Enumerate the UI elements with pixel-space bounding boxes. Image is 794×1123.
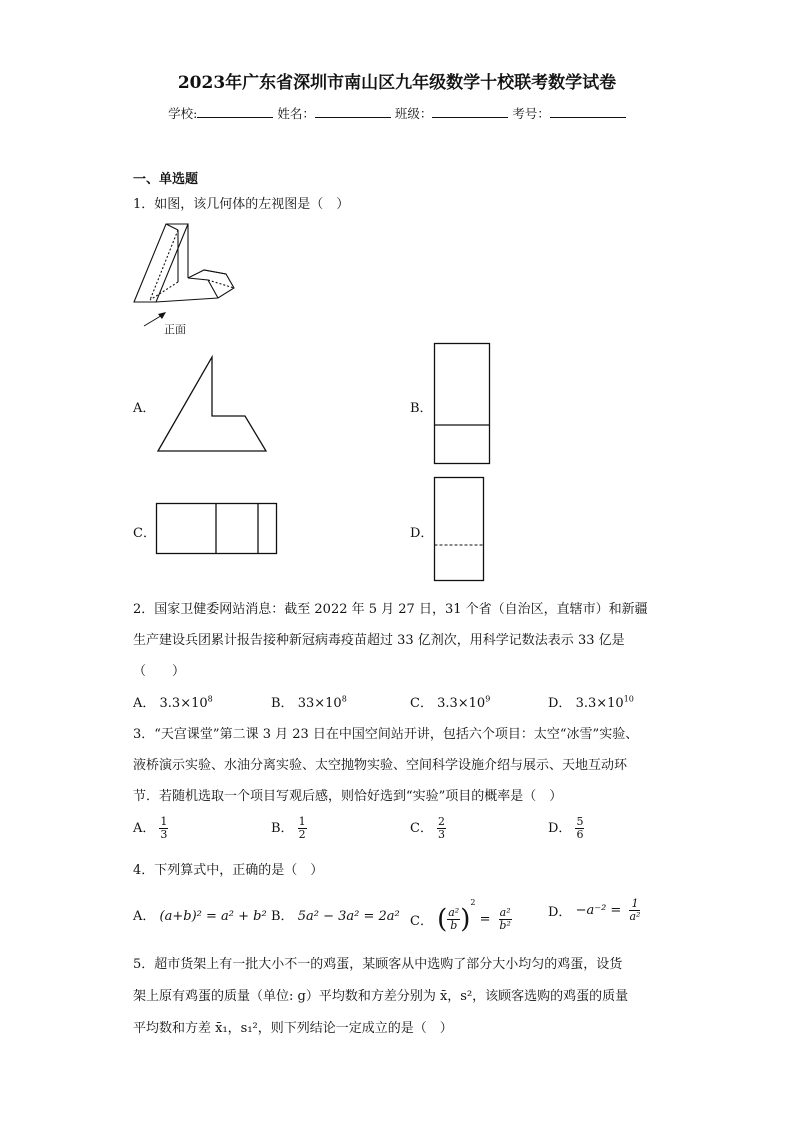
q1-option-d-label[interactable]: D．	[410, 526, 434, 541]
name-label: 姓名：	[277, 106, 315, 121]
q4-option-d-rhs-fraction: $\frac{1}{\text{a²}}$	[629, 897, 641, 923]
q1-option-b-label[interactable]: B．	[410, 401, 433, 416]
q3-option-d-fraction: $\frac{5}{6}$	[576, 815, 584, 841]
student-info-line	[0, 104, 794, 122]
q3-option-c-fraction: $\frac{2}{3}$	[437, 815, 445, 841]
front-label: 正面	[164, 323, 186, 336]
q3-line-3: 节．若随机选取一个项目写观后感，则恰好选到“实验”项目的概率是（ ）	[133, 789, 563, 804]
q2-line-3: （ ）	[133, 664, 186, 679]
class-label: 班级：	[394, 106, 433, 121]
exam-no-blank[interactable]	[550, 105, 626, 118]
q5-line-2: 架上原有鸡蛋的质量（单位: g）平均数和方差分别为 x̄，s²，该顾客选购的鸡蛋的质量	[133, 989, 629, 1004]
q4-option-b-expr: 5a² − 3a² = 2a²	[297, 909, 400, 924]
q4-option-c-label: C．	[410, 914, 433, 929]
q2-option-c-label: C．	[410, 696, 433, 711]
q4-option-d[interactable]	[548, 898, 640, 923]
exam-no-label: 考号：	[512, 106, 550, 121]
q1-option-c-label[interactable]: C．	[133, 526, 156, 541]
q3-option-b[interactable]	[271, 816, 307, 841]
q4-option-c-rhs-fraction: $\frac{\text{a²}}{\text{b²}}$	[499, 906, 511, 932]
q3-option-d-label: D．	[548, 821, 572, 836]
school-label: 学校:	[168, 106, 198, 121]
q1-option-a-figure[interactable]	[155, 354, 271, 454]
class-blank[interactable]	[432, 105, 508, 118]
q1-option-a-label[interactable]: A．	[133, 401, 156, 416]
q2-option-b[interactable]	[271, 692, 347, 711]
name-blank[interactable]	[315, 105, 391, 118]
q4-option-c[interactable]: C． ( $\frac{\text{a²}}{b}$ )$^2$ = $\frac{\text{a²}}{\text{b²}}$	[410, 898, 511, 935]
q4-option-b-label: B．	[271, 909, 294, 924]
q2-option-d[interactable]	[548, 692, 634, 711]
q3-option-b-label: B．	[271, 821, 294, 836]
q3-line-2: 液桥演示实验、水油分离实验、太空抛物实验、空间科学设施介绍与展示、天地互动环	[133, 758, 628, 773]
q2-option-a-base: 3.3×10	[159, 696, 208, 711]
q4-option-a-label: A．	[133, 909, 156, 924]
q2-option-a[interactable]	[133, 692, 213, 711]
section-heading: 一、单选题	[133, 172, 199, 187]
front-arrow	[144, 312, 166, 326]
q5-line-3: 平均数和方差 x̄₁，s₁²，则下列结论一定成立的是（ ）	[133, 1021, 453, 1036]
q3-option-b-fraction: $\frac{1}{2}$	[298, 815, 306, 841]
q3-option-a-fraction: $\frac{1}{3}$	[160, 815, 168, 841]
q2-option-a-exp: 8	[207, 694, 213, 704]
q4-option-c-inner-fraction: $\frac{\text{a²}}{b}$	[448, 906, 460, 932]
q2-option-b-base: 33×10	[297, 696, 342, 711]
q4-stem: 4．下列算式中，正确的是（ ）	[133, 863, 324, 878]
q3-option-c-label: C．	[410, 821, 433, 836]
q1-stem: 1．如图，该几何体的左视图是（ ）	[133, 197, 350, 212]
q3-option-c[interactable]	[410, 816, 446, 841]
q2-line-2: 生产建设兵团累计报告接种新冠病毒疫苗超过 33 亿剂次，用科学记数法表示 33 亿是	[133, 633, 625, 648]
q2-option-d-base: 3.3×10	[575, 696, 624, 711]
q3-line-1: 3．“天宫课堂”第二课 3 月 23 日在中国空间站开讲，包括六个项目：太空“冰雪”实验、	[133, 727, 639, 742]
q2-line-1: 2．国家卫健委网站消息：截至 2022 年 5 月 27 日，31 个省（自治区，直辖市）和新疆	[133, 602, 648, 617]
q5-line-1: 5．超市货架上有一批大小不一的鸡蛋，某顾客从中选购了部分大小均匀的鸡蛋，设货	[133, 957, 623, 972]
q1-solid-figure	[130, 220, 250, 340]
q4-option-a-expr: (a+b)² = a² + b²	[159, 909, 267, 924]
q2-option-c[interactable]	[410, 692, 490, 711]
q2-option-b-exp: 8	[341, 694, 347, 704]
q1-option-d-figure[interactable]	[433, 476, 487, 583]
q1-option-b-figure[interactable]	[433, 342, 493, 466]
q3-option-a[interactable]	[133, 816, 168, 841]
q1-option-c-figure[interactable]	[155, 502, 279, 556]
q4-option-c-eq: =	[479, 912, 491, 927]
q2-option-a-label: A．	[133, 696, 156, 711]
q4-option-d-lhs: −a⁻² =	[575, 903, 622, 918]
page-title: 2023年广东省深圳市南山区九年级数学十校联考数学试卷	[177, 73, 617, 93]
q2-option-d-exp: 10	[623, 694, 634, 704]
q2-option-c-exp: 9	[485, 694, 491, 704]
q4-option-c-exp: 2	[470, 898, 476, 907]
q4-option-d-label: D．	[548, 905, 572, 920]
q2-option-c-base: 3.3×10	[437, 696, 486, 711]
q3-option-a-label: A．	[133, 821, 156, 836]
q2-option-b-label: B．	[271, 696, 294, 711]
q2-option-d-label: D．	[548, 696, 572, 711]
q3-option-d[interactable]	[548, 816, 584, 841]
q4-option-a[interactable]	[133, 905, 267, 924]
school-blank[interactable]	[197, 105, 273, 118]
q4-option-b[interactable]	[271, 905, 400, 924]
